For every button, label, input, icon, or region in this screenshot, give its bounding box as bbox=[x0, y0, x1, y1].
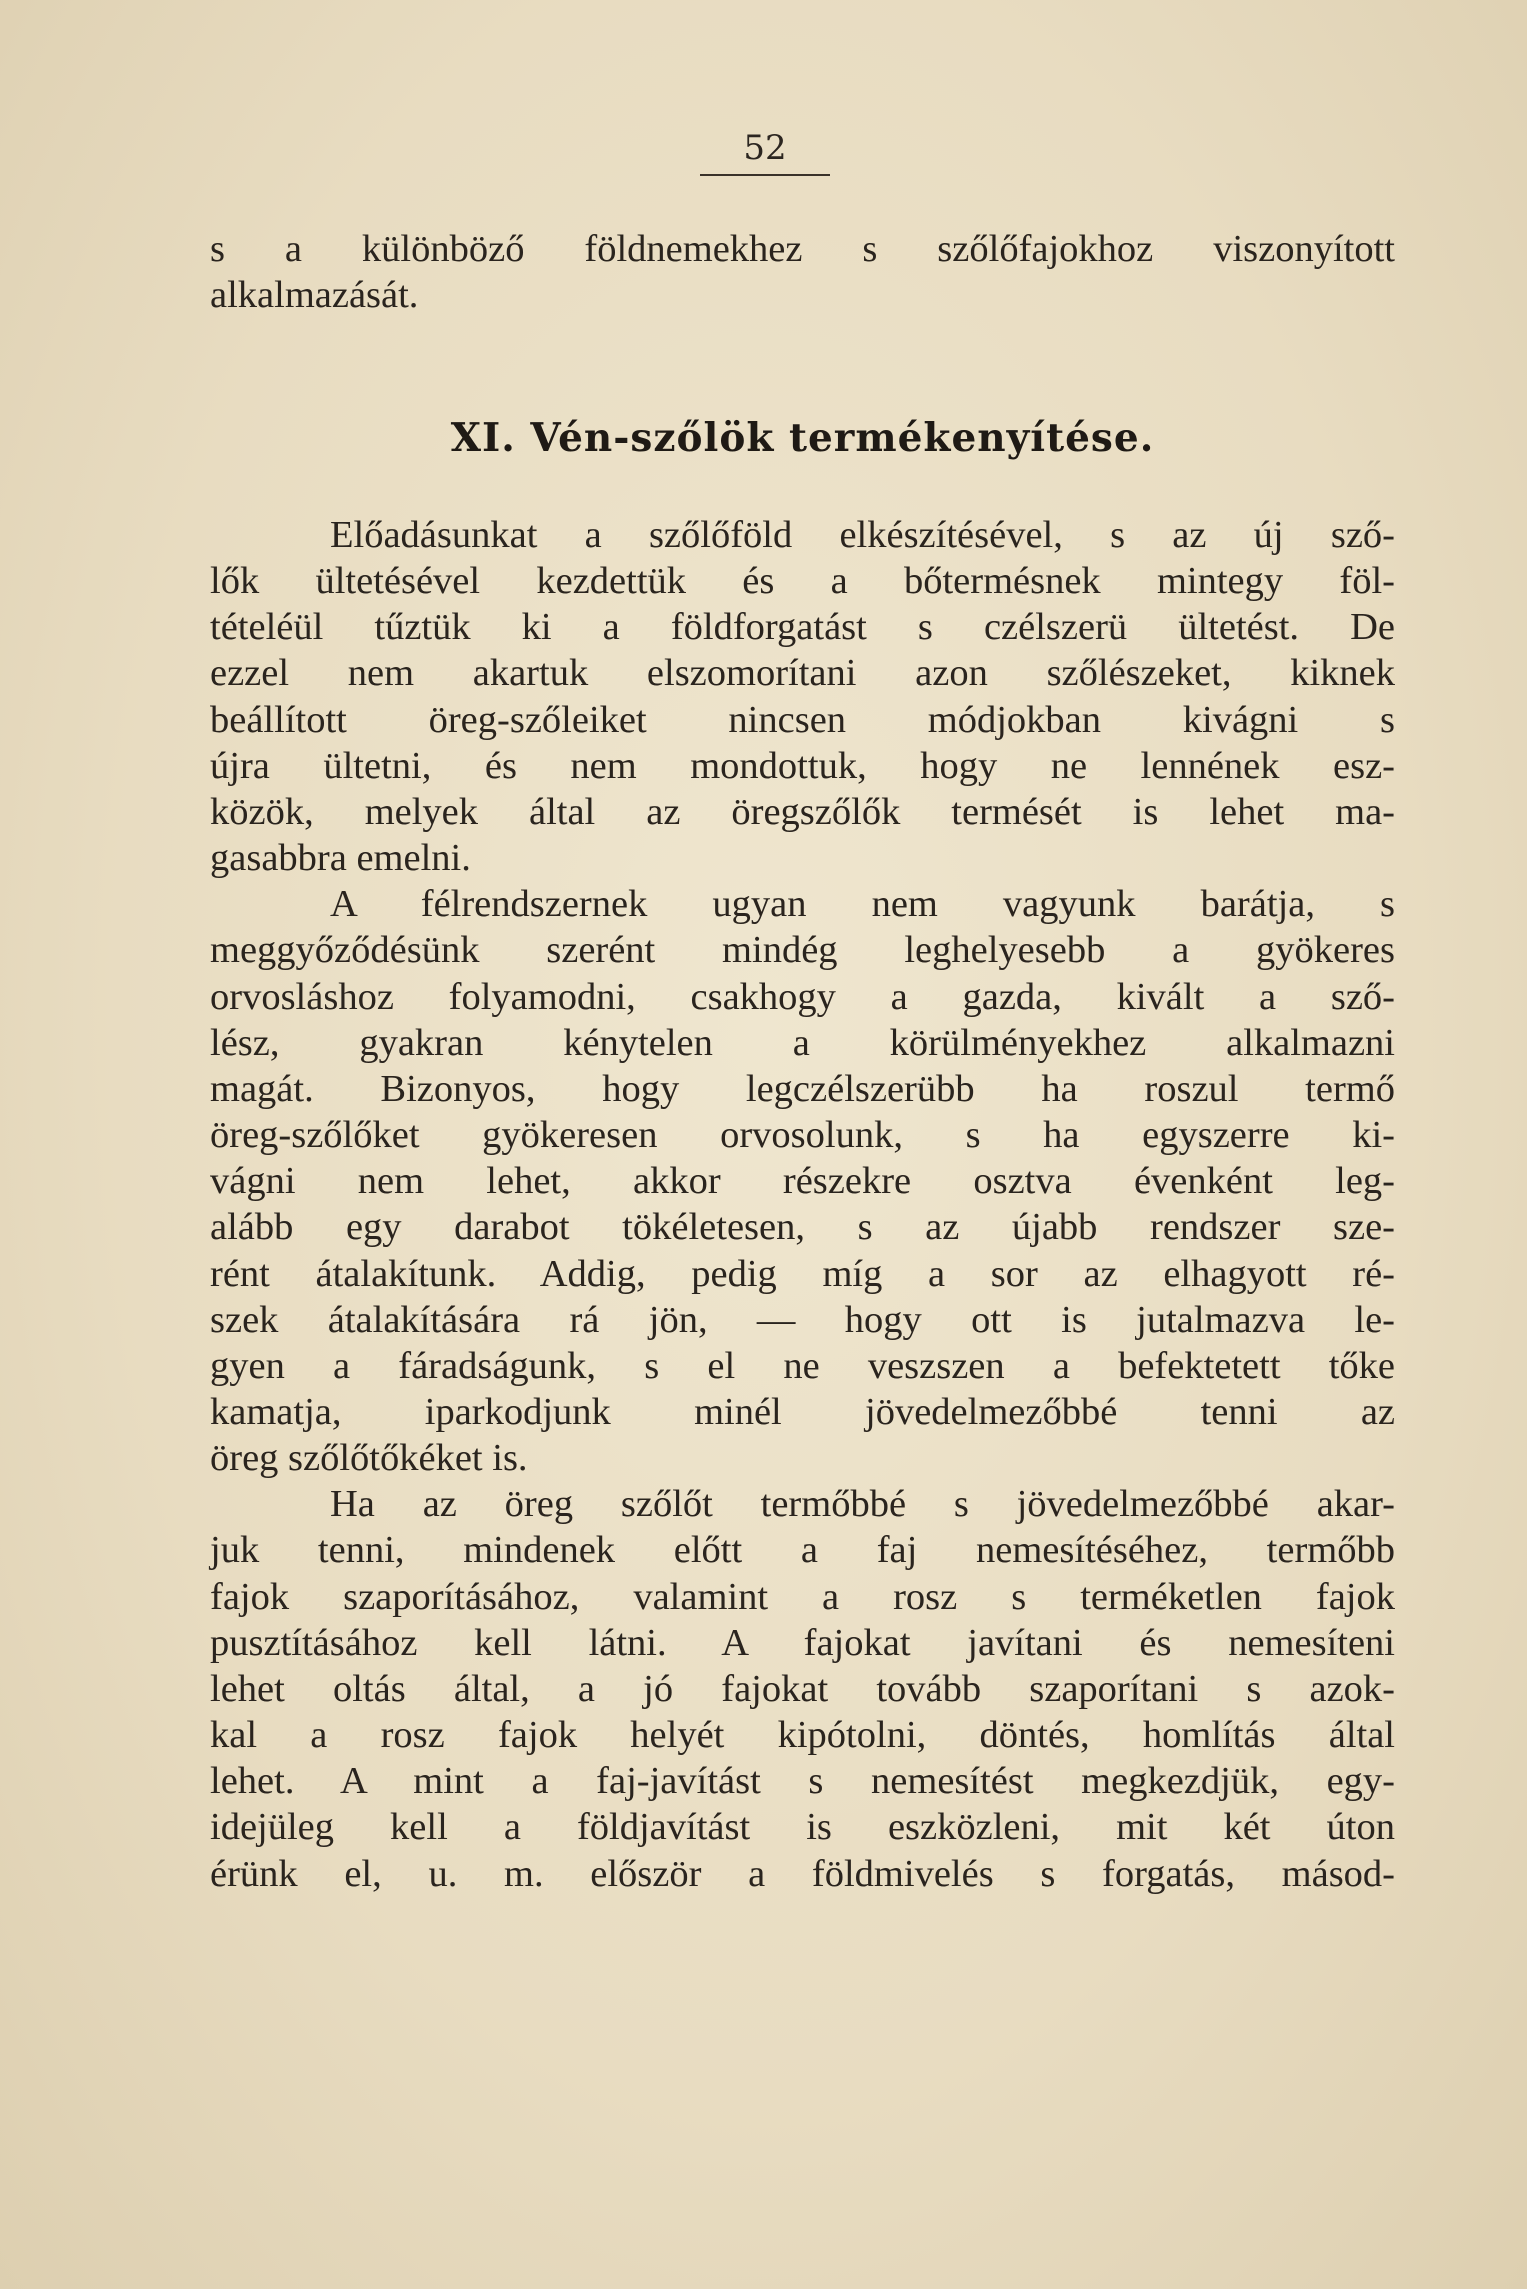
text-line: meggyőződésünk szerént mindég leghelyesebb a gyökeres bbox=[210, 929, 1395, 972]
text-line: kamatja, iparkodjunk minél jövedelmezőbbé tenni az bbox=[210, 1390, 1395, 1433]
text-line: beállított öreg-szőleiket nincsen módjokban kivágni s bbox=[210, 698, 1395, 741]
text-line: fajok szaporításához, valamint a rosz s terméketlen fajok bbox=[210, 1575, 1395, 1618]
text-line: szek átalakítására rá jön, — hogy ott is jutalmazva le- bbox=[210, 1298, 1395, 1341]
text-line: Előadásunkat a szőlőföld elkészítésével, s az új sző- bbox=[330, 514, 1395, 556]
text-line: magát. Bizonyos, hogy legczélszerübb ha roszul termő bbox=[210, 1067, 1395, 1110]
section-body bbox=[210, 512, 1395, 1897]
text-line: ezzel nem akartuk elszomorítani azon szőlészeket, kiknek bbox=[210, 652, 1395, 695]
intro-paragraph bbox=[210, 226, 1395, 318]
text-line: lehet. A mint a faj-javítást s nemesítést megkezdjük, egy- bbox=[210, 1760, 1395, 1803]
text-line: s a különböző földnemekhez s szőlőfajokhoz viszonyított bbox=[210, 228, 1395, 270]
text-line: alkalmazását. bbox=[210, 274, 419, 317]
text-line: vágni nem lehet, akkor részekre osztva évenként leg- bbox=[210, 1160, 1395, 1203]
text-line: gasabbra emelni. bbox=[210, 837, 471, 880]
text-line: tételéül tűztük ki a földforgatást s czélszerü ültetést. De bbox=[210, 606, 1395, 649]
text-line: pusztításához kell látni. A fajokat javítani és nemesíteni bbox=[210, 1621, 1395, 1664]
text-line: lők ültetésével kezdettük és a bőtermésnek mintegy föl- bbox=[210, 560, 1395, 603]
text-line: orvosláshoz folyamodni, csakhogy a gazda, kivált a sző- bbox=[210, 975, 1395, 1018]
text-line: érünk el, u. m. először a földmivelés s forgatás, másod- bbox=[210, 1852, 1395, 1895]
text-line: lész, gyakran kénytelen a körülményekhez alkalmazni bbox=[210, 1021, 1395, 1064]
text-line: öreg-szőlőket gyökeresen orvosolunk, s ha egyszerre ki- bbox=[210, 1114, 1395, 1157]
text-line: juk tenni, mindenek előtt a faj nemesítéséhez, termőbb bbox=[210, 1529, 1395, 1572]
text-line: lehet oltás által, a jó fajokat tovább szaporítani s azok- bbox=[210, 1667, 1395, 1710]
text-line: rént átalakítunk. Addig, pedig míg a sor az elhagyott ré- bbox=[210, 1252, 1395, 1295]
text-line: idejüleg kell a földjavítást is eszközleni, mit két úton bbox=[210, 1806, 1395, 1849]
text-line: Ha az öreg szőlőt termőbbé s jövedelmezőbbé akar- bbox=[330, 1483, 1395, 1526]
page-number: 52 bbox=[700, 128, 830, 176]
text-line: A félrendszernek ugyan nem vagyunk barátja, s bbox=[330, 883, 1395, 926]
text-line: közök, melyek által az öregszőlők termését is lehet ma- bbox=[210, 790, 1395, 833]
text-line: gyen a fáradságunk, s el ne veszszen a befektetett tőke bbox=[210, 1344, 1395, 1387]
text-line: öreg szőlőtőkéket is. bbox=[210, 1437, 528, 1480]
text-line: alább egy darabot tökéletesen, s az újabb rendszer sze- bbox=[210, 1206, 1395, 1249]
text-line: újra ültetni, és nem mondottuk, hogy ne lennének esz- bbox=[210, 744, 1395, 787]
text-line: kal a rosz fajok helyét kipótolni, döntés, homlítás által bbox=[210, 1714, 1395, 1757]
section-heading: XI. Vén-szőlök termékenyítése. bbox=[450, 415, 1155, 461]
